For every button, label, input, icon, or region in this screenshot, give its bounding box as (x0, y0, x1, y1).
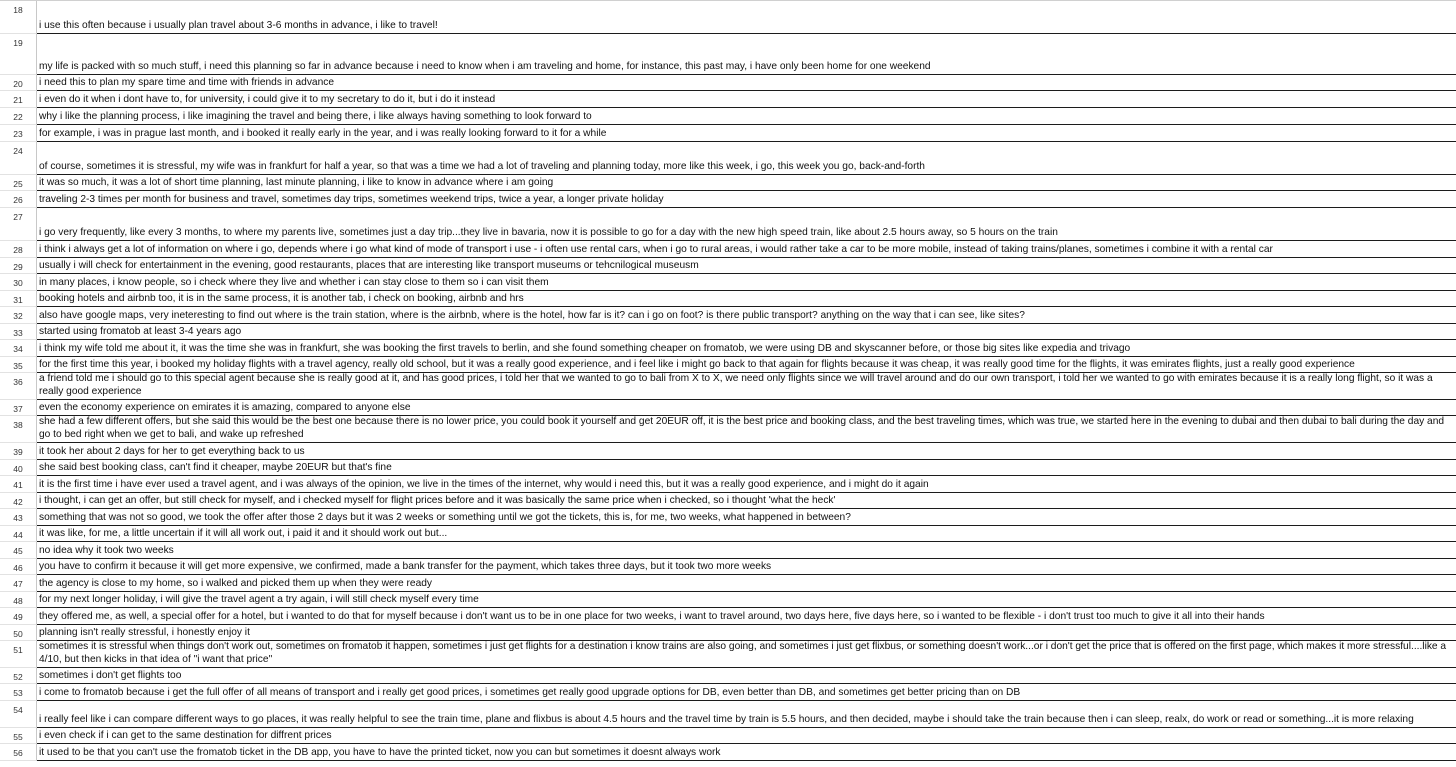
row-number[interactable]: 43 (0, 509, 37, 526)
row-number[interactable]: 20 (0, 75, 37, 91)
row-number[interactable]: 28 (0, 241, 37, 258)
table-row[interactable] (0, 274, 1456, 291)
cell-text: a friend told me i should go to this special agent because she is really good at it, and has good prices, i told her that we wanted to go to bali from X to X, we need only flights since we will travel around and do our own transport, i told her we wanted to go with emirates because it is a really long flight, so it was a really good experience (39, 373, 1433, 397)
table-cell[interactable] (37, 191, 1456, 208)
cell-text: i need this to plan my spare time and time with friends in advance (39, 76, 335, 88)
table-cell[interactable] (37, 608, 1456, 625)
row-number[interactable]: 51 (0, 641, 37, 668)
row-number[interactable]: 36 (0, 373, 37, 400)
row-number[interactable]: 39 (0, 443, 37, 460)
row-number[interactable]: 42 (0, 493, 37, 509)
row-number[interactable]: 37 (0, 400, 37, 416)
cell-text: it was like, for me, a little uncertain if it will all work out, i paid it and it should work out but... (39, 527, 448, 539)
table-row[interactable] (0, 340, 1456, 357)
row-number[interactable]: 48 (0, 592, 37, 608)
table-row[interactable] (0, 108, 1456, 125)
table-cell[interactable] (37, 526, 1456, 542)
table-row[interactable] (0, 373, 1456, 400)
table-row[interactable] (0, 142, 1456, 175)
table-cell[interactable] (37, 592, 1456, 608)
row-number[interactable]: 44 (0, 526, 37, 542)
table-cell[interactable] (37, 274, 1456, 291)
row-number[interactable]: 29 (0, 258, 37, 274)
table-cell[interactable] (37, 509, 1456, 526)
cell-text: i even do it when i dont have to, for university, i could give it to my secretary to do it, but i do it instead (39, 93, 496, 105)
table-row[interactable] (0, 744, 1456, 761)
table-cell[interactable] (37, 744, 1456, 761)
cell-text: why i like the planning process, i like imagining the travel and being there, i like always having something to look forward to (39, 110, 592, 122)
table-row[interactable] (0, 542, 1456, 559)
cell-text: usually i will check for entertainment in the evening, good restaurants, places that are interesting like transport museums or tehcnilogical museusm (39, 259, 699, 271)
cell-text: she had a few different offers, but she said this would be the best one because there is no lower price, you could book it yourself and get 20EUR off, it is the best price and booking class, and the best traveling times, which was true, we started here in the evening to dubai and then dubai to bali during the day and go to bed right when we get to bali, and wake up refreshed (39, 416, 1445, 440)
table-row[interactable] (0, 1, 1456, 34)
table-cell[interactable] (37, 443, 1456, 460)
table-row[interactable] (0, 701, 1456, 728)
table-cell[interactable] (37, 307, 1456, 324)
row-number[interactable]: 26 (0, 191, 37, 208)
cell-text: even the economy experience on emirates it is amazing, compared to anyone else (39, 401, 411, 413)
table-cell[interactable] (37, 91, 1456, 108)
row-number[interactable]: 34 (0, 340, 37, 357)
table-cell[interactable] (37, 668, 1456, 684)
table-row[interactable] (0, 728, 1456, 744)
table-cell[interactable] (37, 460, 1456, 476)
row-number[interactable]: 18 (0, 1, 37, 34)
table-cell[interactable] (37, 493, 1456, 509)
row-number[interactable]: 56 (0, 744, 37, 761)
row-number[interactable]: 25 (0, 175, 37, 191)
cell-text: i really feel like i can compare different ways to go places, it was really helpful to see the train time, plane and flixbus is about 4.5 hours and the travel time by train is 5.5 hours, and then decided, maybe i should take the train because then i can sleep, realx, do work or read or something...it is more relaxing (39, 713, 1414, 725)
cell-text: my life is packed with so much stuff, i need this planning so far in advance because i need to know when i am traveling and home, for instance, this past may, i have only been home for one weekend (39, 60, 931, 72)
table-row[interactable] (0, 291, 1456, 307)
table-row[interactable] (0, 668, 1456, 684)
table-row[interactable] (0, 625, 1456, 641)
cell-text: i go very frequently, like every 3 months, to where my parents live, sometimes just a day trip...they live in bavaria, now it is possible to go for a day with the new high speed train, like about 2.5 hours away, so 5 hours on the train (39, 226, 1058, 238)
cell-text: sometimes i don't get flights too (39, 669, 182, 681)
table-cell[interactable] (37, 476, 1456, 493)
cell-text: in many places, i know people, so i check where they live and whether i can stay close to them so i can visit them (39, 276, 549, 288)
table-cell[interactable] (37, 142, 1456, 175)
table-row[interactable] (0, 493, 1456, 509)
table-row[interactable] (0, 476, 1456, 493)
cell-text: you have to confirm it because it will get more expensive, we confirmed, made a bank transfer for the payment, which takes three days, but it took two more weeks (39, 560, 772, 572)
cell-text: i thought, i can get an offer, but still check for myself, and i checked myself for flight prices before and it was basically the same price when i checked, so i thought 'what the heck' (39, 494, 836, 506)
table-row[interactable] (0, 684, 1456, 701)
table-row[interactable] (0, 443, 1456, 460)
cell-text: i think my wife told me about it, it was the time she was in frankfurt, she was booking the first travels to berlin, and she found something cheaper on fromatob, we were using DB and skyscanner before, or those big sites like expedia and trivago (39, 342, 1131, 354)
table-cell[interactable] (37, 208, 1456, 241)
table-row[interactable] (0, 608, 1456, 625)
table-row[interactable] (0, 416, 1456, 443)
row-number[interactable]: 21 (0, 91, 37, 108)
table-row[interactable] (0, 307, 1456, 324)
table-row[interactable] (0, 526, 1456, 542)
row-number[interactable]: 24 (0, 142, 37, 175)
table-row[interactable] (0, 175, 1456, 191)
row-number[interactable]: 23 (0, 125, 37, 142)
table-cell[interactable] (37, 125, 1456, 142)
table-cell[interactable] (37, 357, 1456, 373)
cell-text: it used to be that you can't use the fromatob ticket in the DB app, you have to have the printed ticket, now you can but sometimes it doesnt always work (39, 746, 721, 758)
table-row[interactable] (0, 324, 1456, 340)
table-cell[interactable] (37, 291, 1456, 307)
table-row[interactable] (0, 34, 1456, 75)
table-cell[interactable] (37, 641, 1456, 668)
table-cell[interactable] (37, 728, 1456, 744)
row-number[interactable]: 46 (0, 559, 37, 575)
table-cell[interactable] (37, 241, 1456, 258)
row-number[interactable]: 41 (0, 476, 37, 493)
row-number[interactable]: 55 (0, 728, 37, 744)
cell-text: sometimes it is stressful when things don't work out, sometimes on fromatob it happen, sometimes i just get flights for a destination i know trains are also going, and sometimes i just get flixbus, or something doesn't work...or i don't get the price that is offered on the first page, which makes it more stressful....like a 4/10, but then kicks in that idea of "i want that price" (39, 641, 1447, 665)
cell-text: it was so much, it was a lot of short time planning, last minute planning, i like to know in advance where i am going (39, 176, 554, 188)
row-number[interactable]: 49 (0, 608, 37, 625)
table-row[interactable] (0, 641, 1456, 668)
table-cell[interactable] (37, 108, 1456, 125)
cell-text: of course, sometimes it is stressful, my wife was in frankfurt for half a year, so that was a time we had a lot of traveling and planning today, more like this week, i go, this week you go, back-and-forth (39, 160, 925, 172)
cell-text: for the first time this year, i booked my holiday flights with a travel agency, really old school, but it was a really good experience, and i feel like i might go back to that again for flights because it was cheap, it was really good time for the flights, it was emirates flights, just a really good experience (39, 358, 1355, 370)
cell-text: i come to fromatob because i get the full offer of all means of transport and i really get good prices, i sometimes get really good upgrade options for DB, even better than DB, and sometimes get better pricing than on DB (39, 686, 1021, 698)
table-row[interactable] (0, 91, 1456, 108)
table-cell[interactable] (37, 542, 1456, 559)
table-cell[interactable] (37, 1, 1456, 34)
table-row[interactable] (0, 191, 1456, 208)
cell-text: for example, i was in prague last month, and i booked it really early in the year, and i was really looking forward to it for a while (39, 127, 607, 139)
table-cell[interactable] (37, 34, 1456, 75)
table-row[interactable] (0, 400, 1456, 416)
table-cell[interactable] (37, 340, 1456, 357)
table-cell[interactable] (37, 701, 1456, 728)
cell-text: traveling 2-3 times per month for business and travel, sometimes day trips, sometimes weekend trips, twice a year, a longer private holiday (39, 193, 664, 205)
cell-text: it took her about 2 days for her to get everything back to us (39, 445, 305, 457)
table-row[interactable] (0, 575, 1456, 592)
table-row[interactable] (0, 592, 1456, 608)
cell-text: i think i always get a lot of information on where i go, depends where i go what kind of mode of transport i use - i often use rental cars, when i go to rural areas, i would rather take a car to be more mobile, instead of taking trains/planes, sometimes i combine it with a rental car (39, 243, 1273, 255)
cell-text: booking hotels and airbnb too, it is in the same process, it is another tab, i check on booking, airbnb and hrs (39, 292, 524, 304)
table-row[interactable] (0, 208, 1456, 241)
table-row[interactable] (0, 559, 1456, 575)
row-number[interactable]: 52 (0, 668, 37, 684)
table-cell[interactable] (37, 175, 1456, 191)
table-cell[interactable] (37, 324, 1456, 340)
table-row[interactable] (0, 75, 1456, 91)
cell-text: they offered me, as well, a special offer for a hotel, but i wanted to do that for myself because i don't want us to be in one place for two weeks, i want to travel around, two days here, five days here, so i wanted to be flexible - i don't trust too much to give it all into their hands (39, 610, 1265, 622)
table-cell[interactable] (37, 684, 1456, 701)
table-row[interactable] (0, 241, 1456, 258)
row-number[interactable]: 40 (0, 460, 37, 476)
cell-text: i even check if i can get to the same destination for diffrent prices (39, 729, 332, 741)
cell-text: i use this often because i usually plan travel about 3-6 months in advance, i like to travel! (39, 19, 438, 31)
cell-text: it is the first time i have ever used a travel agent, and i was always of the opinion, we live in the times of the internet, why would i need this, but it was a really good experience, and i might do it again (39, 478, 929, 490)
table-row[interactable] (0, 125, 1456, 142)
table-cell[interactable] (37, 75, 1456, 91)
table-cell[interactable] (37, 625, 1456, 641)
table-row[interactable] (0, 460, 1456, 476)
row-number[interactable]: 47 (0, 575, 37, 592)
table-row[interactable] (0, 357, 1456, 373)
row-number[interactable]: 35 (0, 357, 37, 373)
cell-text: planning isn't really stressful, i honestly enjoy it (39, 626, 250, 638)
row-number[interactable]: 33 (0, 324, 37, 340)
table-row[interactable] (0, 509, 1456, 526)
row-number[interactable]: 19 (0, 34, 37, 75)
row-number[interactable]: 22 (0, 108, 37, 125)
cell-text: for my next longer holiday, i will give the travel agent a try again, i will still check myself every time (39, 593, 479, 605)
table-cell[interactable] (37, 258, 1456, 274)
table-cell[interactable] (37, 575, 1456, 592)
cell-text: no idea why it took two weeks (39, 544, 174, 556)
row-number[interactable]: 54 (0, 701, 37, 728)
table-cell[interactable] (37, 416, 1456, 443)
cell-text: something that was not so good, we took the offer after those 2 days but it was 2 weeks or something until we got the tickets, this is, for me, two weeks, what happened in between? (39, 511, 851, 523)
cell-text: she said best booking class, can't find it cheaper, maybe 20EUR but that's fine (39, 461, 392, 473)
row-number[interactable]: 31 (0, 291, 37, 307)
row-number[interactable]: 53 (0, 684, 37, 701)
cell-text: the agency is close to my home, so i walked and picked them up when they were ready (39, 577, 432, 589)
row-number[interactable]: 30 (0, 274, 37, 291)
row-number[interactable]: 38 (0, 416, 37, 443)
cell-text: also have google maps, very ineteresting to find out where is the train station, where is the airbnb, where is the hotel, how far is it? can i go on foot? is there public transport? anything on the way that i can see, like sites? (39, 309, 1025, 321)
row-number[interactable]: 32 (0, 307, 37, 324)
row-number[interactable]: 50 (0, 625, 37, 641)
table-cell[interactable] (37, 559, 1456, 575)
row-number[interactable]: 45 (0, 542, 37, 559)
row-number[interactable]: 27 (0, 208, 37, 241)
table-cell[interactable] (37, 400, 1456, 416)
table-cell[interactable] (37, 373, 1456, 400)
cell-text: started using fromatob at least 3-4 years ago (39, 325, 242, 337)
table-row[interactable] (0, 258, 1456, 274)
